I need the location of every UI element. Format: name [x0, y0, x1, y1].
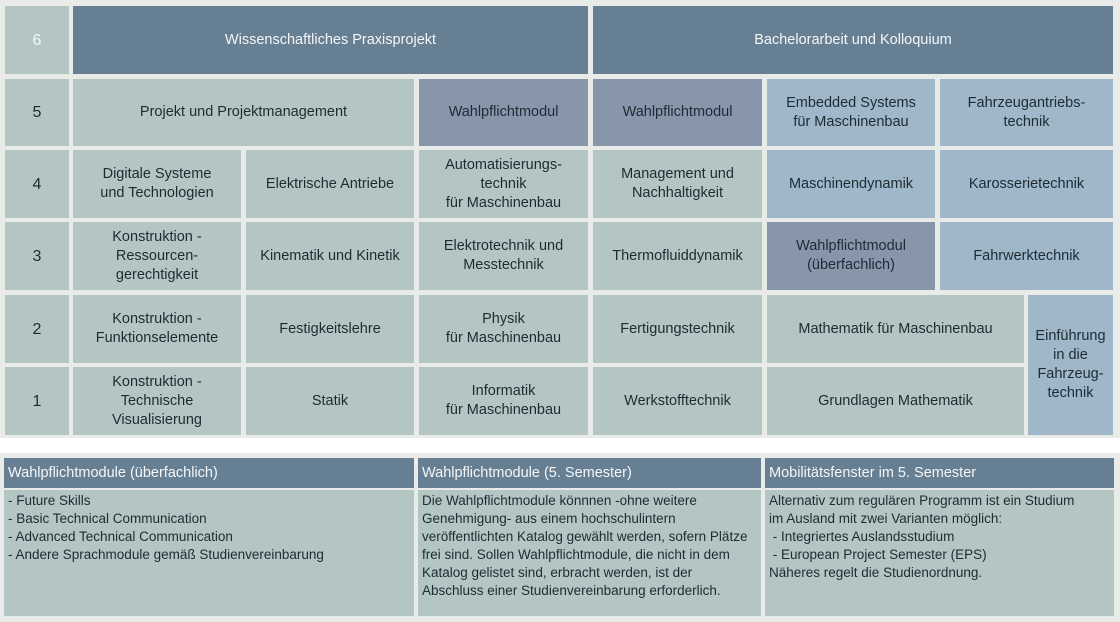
text-line: - European Project Semester (EPS) — [769, 547, 987, 562]
panel-mobilitaetsfenster — [765, 458, 1114, 616]
semester-4-label: 4 — [5, 150, 69, 218]
module-digitale-systeme: Digitale Systeme und Technologien — [73, 150, 241, 218]
module-konstruktion-funktionselemente: Konstruktion - Funktionselemente — [73, 295, 241, 363]
semester-2-label: 2 — [5, 295, 69, 363]
module-automatisierungstechnik: Automatisierungs- technik für Maschinenbau — [419, 150, 588, 218]
module-praxisprojekt: Wissenschaftliches Praxisprojekt — [73, 6, 588, 74]
text-line: Katalog gelistet sind, erbracht werden, ist der — [422, 565, 693, 580]
list-item: - Andere Sprachmodule gemäß Studienvereinbarung — [8, 547, 324, 562]
module-konstruktion-visualisierung: Konstruktion - Technische Visualisierung — [73, 367, 241, 435]
module-fahrwerktechnik: Fahrwerktechnik — [940, 222, 1113, 290]
module-statik: Statik — [246, 367, 414, 435]
module-bachelorarbeit: Bachelorarbeit und Kolloquium — [593, 6, 1113, 74]
panel-title: Wahlpflichtmodule (überfachlich) — [4, 458, 414, 488]
module-projektmanagement: Projekt und Projektmanagement — [73, 79, 414, 146]
module-wahlpflicht-1: Wahlpflichtmodul — [419, 79, 588, 146]
module-werkstofftechnik: Werkstofftechnik — [593, 367, 762, 435]
module-festigkeitslehre: Festigkeitslehre — [246, 295, 414, 363]
text-line: Abschluss einer Studienvereinbarung erforderlich. — [422, 583, 721, 598]
module-maschinendynamik: Maschinendynamik — [767, 150, 935, 218]
panel-title: Mobilitätsfenster im 5. Semester — [765, 458, 1114, 488]
module-physik: Physik für Maschinenbau — [419, 295, 588, 363]
module-fahrzeugantriebstechnik: Fahrzeugantriebs- technik — [940, 79, 1113, 146]
text-line: veröffentlichten Katalog gewählt werden, sofern Plätze — [422, 529, 748, 544]
module-elektrotechnik: Elektrotechnik und Messtechnik — [419, 222, 588, 290]
module-management-nachhaltigkeit: Management und Nachhaltigkeit — [593, 150, 762, 218]
text-line: im Ausland mit zwei Varianten möglich: — [769, 511, 1003, 526]
panel-wahlpflicht-ueberfachlich — [4, 458, 414, 616]
module-embedded-systems: Embedded Systems für Maschinenbau — [767, 79, 935, 146]
list-item: - Advanced Technical Communication — [8, 529, 233, 544]
module-wahlpflicht-ueberfachlich: Wahlpflichtmodul (überfachlich) — [767, 222, 935, 290]
module-mathematik-maschinenbau: Mathematik für Maschinenbau — [767, 295, 1024, 363]
panel-body — [4, 490, 414, 616]
semester-3-label: 3 — [5, 222, 69, 290]
module-elektrische-antriebe: Elektrische Antriebe — [246, 150, 414, 218]
panel-title: Wahlpflichtmodule (5. Semester) — [418, 458, 761, 488]
module-kinematik-kinetik: Kinematik und Kinetik — [246, 222, 414, 290]
text-line: Genehmigung- aus einem hochschulintern — [422, 511, 676, 526]
semester-5-label: 5 — [5, 79, 69, 146]
module-karosserietechnik: Karosserietechnik — [940, 150, 1113, 218]
text-line: frei sind. Sollen Wahlpflichtmodule, die nicht in dem — [422, 547, 730, 562]
module-einfuehrung-fahrzeugtechnik: Einführung in die Fahrzeug- technik — [1028, 295, 1113, 435]
panel-wahlpflicht-semester5 — [418, 458, 761, 616]
text-line: Näheres regelt die Studienordnung. — [769, 565, 983, 580]
panel-body — [418, 490, 761, 616]
module-informatik: Informatik für Maschinenbau — [419, 367, 588, 435]
module-grundlagen-mathematik: Grundlagen Mathematik — [767, 367, 1024, 435]
list-item: - Basic Technical Communication — [8, 511, 207, 526]
module-thermofluiddynamik: Thermofluiddynamik — [593, 222, 762, 290]
module-fertigungstechnik: Fertigungstechnik — [593, 295, 762, 363]
semester-1-label: 1 — [5, 367, 69, 435]
panel-body — [765, 490, 1114, 616]
module-wahlpflicht-2: Wahlpflichtmodul — [593, 79, 762, 146]
text-line: - Integriertes Auslandsstudium — [769, 529, 955, 544]
list-item: - Future Skills — [8, 493, 91, 508]
text-line: Die Wahlpflichtmodule könnnen -ohne weitere — [422, 493, 697, 508]
semester-6-label: 6 — [5, 6, 69, 74]
module-konstruktion-ressourcen: Konstruktion - Ressourcen- gerechtigkeit — [73, 222, 241, 290]
text-line: Alternativ zum regulären Programm ist ein Studium — [769, 493, 1075, 508]
